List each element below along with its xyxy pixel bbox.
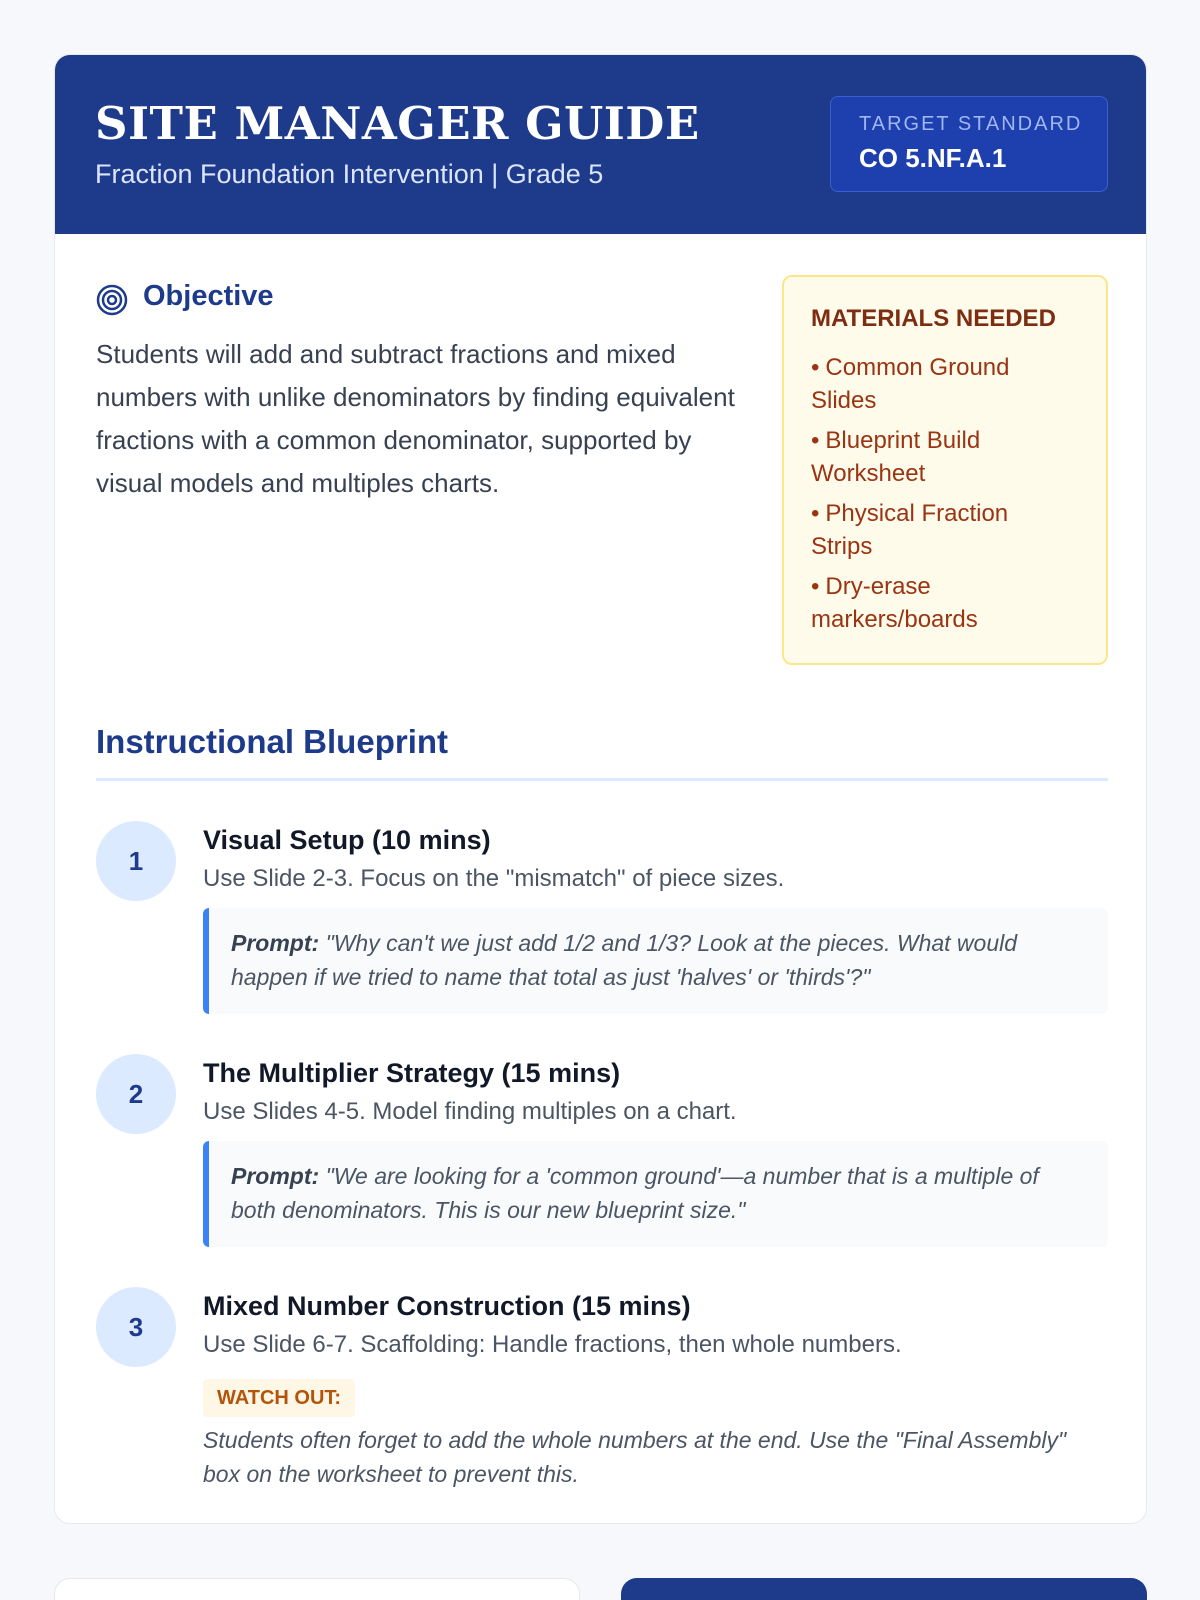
blueprint-title: Instructional Blueprint bbox=[96, 723, 449, 760]
step-number-3: 3 bbox=[96, 1287, 176, 1367]
materials-title: MATERIALS NEEDED bbox=[811, 305, 1056, 332]
step-number-2: 2 bbox=[96, 1054, 176, 1134]
step-desc-3: Use Slide 6-7. Scaffolding: Handle fractions, then whole numbers. bbox=[203, 1331, 902, 1358]
step-title-2: The Multiplier Strategy (15 mins) bbox=[203, 1058, 621, 1088]
guide-header bbox=[55, 55, 1146, 234]
bullet-icon: • bbox=[811, 354, 820, 381]
step-desc-1: Use Slide 2-3. Focus on the "mismatch" of piece sizes. bbox=[203, 865, 785, 892]
watch-out-text: Students often forget to add the whole numbers at the end. Use the "Final Assembly" box on the worksheet to prevent this. bbox=[203, 1427, 1067, 1487]
bullet-icon: • bbox=[811, 500, 820, 527]
page-subtitle: Fraction Foundation Intervention | Grade 5 bbox=[95, 159, 604, 189]
materials-item bbox=[811, 424, 1071, 490]
materials-list bbox=[811, 351, 1071, 643]
next-card-left bbox=[54, 1578, 580, 1600]
bullet-icon: • bbox=[811, 573, 820, 600]
section-divider bbox=[96, 778, 1108, 781]
standard-label: TARGET STANDARD bbox=[859, 113, 1083, 135]
watch-out-badge: WATCH OUT: bbox=[203, 1379, 355, 1417]
materials-item bbox=[811, 570, 1071, 636]
target-standard-badge bbox=[830, 96, 1108, 192]
step-title-3: Mixed Number Construction (15 mins) bbox=[203, 1291, 691, 1321]
step-prompt-2 bbox=[203, 1141, 1108, 1247]
prompt-text: "Why can't we just add 1/2 and 1/3? Look at the pieces. What would happen if we tried to name that total as just 'halves' or 'thirds'?" bbox=[231, 930, 1018, 990]
materials-item-label: Dry-erase markers/boards bbox=[811, 573, 978, 633]
prompt-text: "We are looking for a 'common ground'—a number that is a multiple of both denominators. This is our new blueprint size." bbox=[231, 1163, 1039, 1223]
target-icon bbox=[96, 284, 128, 316]
prompt-label: Prompt: bbox=[231, 930, 320, 956]
objective-text: Students will add and subtract fractions and mixed numbers with unlike denominators by finding equivalent fractions with a common denominator, supported by visual models and multiples charts. bbox=[96, 339, 735, 498]
materials-item-label: Common Ground Slides bbox=[811, 354, 1010, 414]
step-number-1: 1 bbox=[96, 821, 176, 901]
page-title: SITE MANAGER GUIDE bbox=[95, 97, 700, 150]
step-desc-2: Use Slides 4-5. Model finding multiples on a chart. bbox=[203, 1098, 737, 1125]
guide-card bbox=[54, 54, 1147, 1524]
next-card-right bbox=[621, 1578, 1147, 1600]
objective-title: Objective bbox=[143, 280, 274, 312]
step-title-1: Visual Setup (10 mins) bbox=[203, 825, 491, 855]
standard-value: CO 5.NF.A.1 bbox=[859, 143, 1007, 173]
step-prompt-1 bbox=[203, 908, 1108, 1014]
materials-item bbox=[811, 497, 1071, 563]
prompt-label: Prompt: bbox=[231, 1163, 320, 1189]
materials-panel bbox=[782, 275, 1108, 665]
materials-item-label: Blueprint Build Worksheet bbox=[811, 427, 981, 487]
materials-item-label: Physical Fraction Strips bbox=[811, 500, 1009, 560]
bullet-icon: • bbox=[811, 427, 820, 454]
materials-item bbox=[811, 351, 1071, 417]
